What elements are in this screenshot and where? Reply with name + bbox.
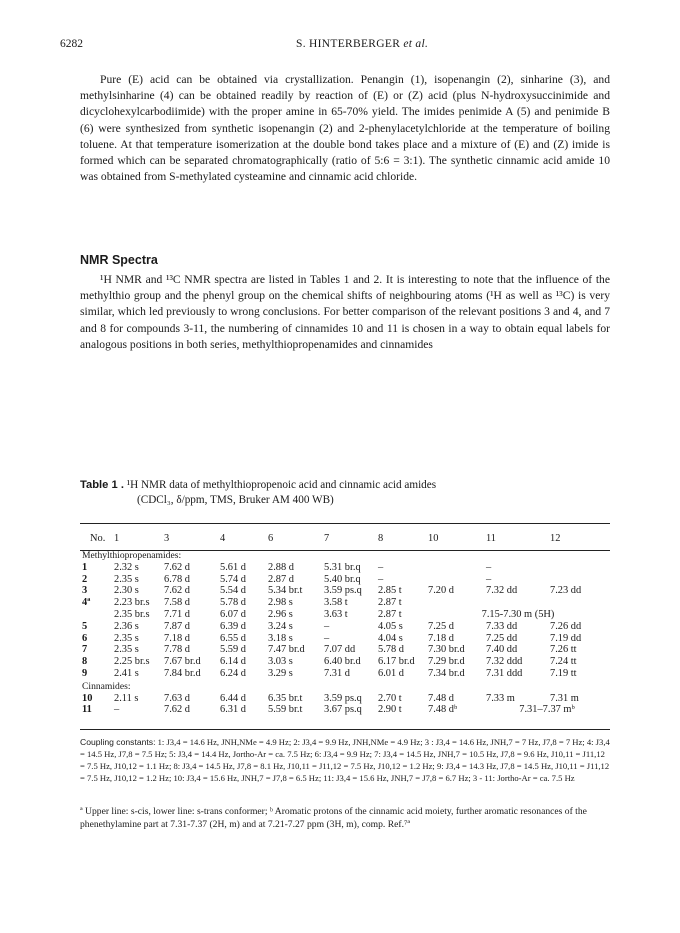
body-paragraph-2: ¹H NMR and ¹³C NMR spectra are listed in Tables 1 and 2. It is interesting to note that the influence of the methylthio group and the phenyl group on the chemical shifts of neighbouring atoms (¹H as well as ¹³C) is very similar, which led previously to wrong conclusions. For better comparison of the relevant positions 3 and 4, and 7 and 8 for compounds 3-11, the numbering of cinnamides 10 and 11 is chosen in a way to obtain equal labels for analogous positions in both series, methylthiopropenamides and cinnamides bbox=[80, 273, 610, 351]
table-cell-merged: 7.31–7.37 mᵇ bbox=[519, 704, 575, 716]
table-cell: 7.63 d bbox=[164, 692, 190, 704]
compound-number: 5 bbox=[82, 620, 88, 632]
table-cell: 7.07 dd bbox=[324, 644, 356, 656]
table-cell: 7.48 d bbox=[428, 692, 454, 704]
table-cell: 3.58 t bbox=[324, 597, 348, 609]
table-cell bbox=[426, 562, 484, 574]
compound-number: 2 bbox=[82, 573, 88, 585]
table-cell: 3.59 ps.q bbox=[324, 692, 362, 704]
body-paragraph-1: Pure (E) acid can be obtained via crystallization. Penangin (1), isopenangin (2), sinharine (3), and methylsinharine (4) can be obtained readily by reaction of (E) or (Z) acid (plus N-hydroxysuccinimide and dicyclohexylcarbodiimide) with the proper amine in 65-70% yield. The imides penimide A (5) and penimide B (6) were synthesized from synthetic isopenangin (2) and 2-phenylacetylchloride at the temperature of boiling toluene. At that temperature isomerization at the double bond takes place and a mixture of (E) and (Z) imide is formed which can be separated chromatographically (ratio of 5:6 = 3:1). The synthetic cinnamic acid amide 10 was obtained from S-methylated cysteamine and cinnamic acid chloride. bbox=[80, 73, 610, 184]
table-cell: 2.87 t bbox=[378, 597, 402, 609]
table-label: Table 1 . bbox=[80, 479, 124, 491]
table-cell: 7.71 d bbox=[164, 608, 190, 620]
compound-number: 7 bbox=[82, 644, 88, 656]
table-cell-merged: 7.15-7.30 m (5H) bbox=[481, 608, 555, 620]
table-footnote: ª Upper line: s-cis, lower line: s-trans conformer; ᵇ Aromatic protons of the cinnamic acid moiety, further aromatic resonances of the phenethylamine part at 7.31-7.37 (2H, m) and at 7.21-7.27 ppm (3H, m), comp. Ref.⁷ª bbox=[80, 806, 587, 830]
table-cell: – bbox=[378, 573, 384, 585]
table-cell: – bbox=[324, 620, 330, 632]
table-cell: 3.29 s bbox=[268, 667, 293, 679]
table-cell: 7.48 dᵇ bbox=[428, 704, 458, 716]
table-cell bbox=[484, 597, 548, 609]
table-row bbox=[80, 668, 610, 680]
table-cell: 6.35 br.t bbox=[268, 692, 303, 704]
table-cell: – bbox=[324, 632, 330, 644]
table-cell: 7.26 dd bbox=[550, 620, 582, 632]
table-cell: 3.18 s bbox=[268, 632, 293, 644]
table-row bbox=[80, 574, 610, 586]
table-cell: 7.33 m bbox=[486, 692, 515, 704]
author-etal: et al. bbox=[403, 38, 429, 50]
table-cell: 7.67 br.d bbox=[164, 656, 201, 668]
table-cell bbox=[548, 574, 610, 586]
compound-number: 9 bbox=[82, 667, 88, 679]
table-cell: 6.24 d bbox=[220, 667, 246, 679]
table-row bbox=[80, 693, 610, 705]
compound-number: 10 bbox=[82, 692, 93, 704]
table-top-rule bbox=[80, 523, 610, 524]
table-cell: 6.17 br.d bbox=[378, 656, 415, 668]
table-cell: 2.30 s bbox=[114, 585, 139, 597]
table-cell: 7.19 tt bbox=[550, 667, 577, 679]
table-header-row bbox=[80, 529, 610, 549]
table-cell: 5.74 d bbox=[220, 573, 246, 585]
column-header: 6 bbox=[268, 533, 274, 545]
table-cell: 2.35 s bbox=[114, 644, 139, 656]
table-cell: – bbox=[486, 561, 492, 573]
table-cell: 5.31 br.q bbox=[324, 561, 361, 573]
table-cell: 7.62 d bbox=[164, 704, 190, 716]
table-cell: 7.24 tt bbox=[550, 656, 577, 668]
table-cell: 3.63 t bbox=[324, 608, 348, 620]
table-cell: 2.87 t bbox=[378, 608, 402, 620]
table-cell: 7.40 dd bbox=[486, 644, 518, 656]
table-cell: 2.70 t bbox=[378, 692, 402, 704]
table-cell: 2.36 s bbox=[114, 620, 139, 632]
table-row bbox=[80, 585, 610, 597]
table-cell: 7.18 d bbox=[164, 632, 190, 644]
table-cell: 6.40 br.d bbox=[324, 656, 361, 668]
table-row bbox=[80, 633, 610, 645]
table-cell: 5.78 d bbox=[378, 644, 404, 656]
table-cell: 2.23 br.s bbox=[114, 597, 150, 609]
table-row bbox=[80, 597, 610, 609]
column-header: 7 bbox=[324, 533, 330, 545]
table-cell: 5.59 d bbox=[220, 644, 246, 656]
table-cell: 3.03 s bbox=[268, 656, 293, 668]
column-header: 1 bbox=[114, 533, 120, 545]
table-cell: 7.33 dd bbox=[486, 620, 518, 632]
compound-number: 4ª bbox=[82, 597, 91, 609]
table-cell: 6.55 d bbox=[220, 632, 246, 644]
table-cell: 2.85 t bbox=[378, 585, 402, 597]
table-cell bbox=[548, 597, 610, 609]
table-cell: 7.78 d bbox=[164, 644, 190, 656]
compound-number: 6 bbox=[82, 632, 88, 644]
table-cell: 7.25 dd bbox=[486, 632, 518, 644]
compound-number: 11 bbox=[82, 704, 92, 716]
table-cell: 6.07 d bbox=[220, 608, 246, 620]
table-row bbox=[80, 644, 610, 656]
column-header: 12 bbox=[550, 533, 561, 545]
table-cell: 6.78 d bbox=[164, 573, 190, 585]
table-cell: 7.18 d bbox=[428, 632, 454, 644]
table-group-row bbox=[80, 680, 610, 693]
table-cell: 6.01 d bbox=[378, 667, 404, 679]
table-cell: 7.25 d bbox=[428, 620, 454, 632]
coupling-constants bbox=[80, 736, 610, 784]
table-cell: 2.87 d bbox=[268, 573, 294, 585]
table-cell: 2.35 br.s bbox=[114, 608, 150, 620]
table-cell: 7.23 dd bbox=[550, 585, 582, 597]
table-cell: 7.20 d bbox=[428, 585, 454, 597]
table-cell: 7.31 m bbox=[550, 692, 579, 704]
section-heading: NMR Spectra bbox=[80, 253, 158, 267]
table-cell: 4.05 s bbox=[378, 620, 403, 632]
coupling-text: 1: J3,4 = 14.6 Hz, JNH,NMe = 4.9 Hz; 2: J3,4 = 9.9 Hz, JNH,NMe = 4.9 Hz; 3 : J3,4 = 14.6 Hz, JNH,7 = 7 Hz, J7,8 = 7 Hz; 4: J3,4 = 14.5 Hz, J7,8 = 7.5 Hz; 5: J3,4 = 14.4 Hz, Jortho-Ar = ca. 7.5 Hz; 6: J3,4 = 9.9 Hz; 7: J3,4 = 14.5 Hz, JNH,7 = 10.5 Hz, J7,8 = 9.6 Hz, J10,11 = J11,12 = 7.5 Hz, J10,12 = 1.1 Hz; 8: J3,4 = 14.5 Hz, J7,8 = 8.1 Hz, J10,11 = J11,12 = 7.5 Hz, J10,12 = 1.2 Hz; 9: J3,4 = 14.3 Hz, J7,8 = 14.5 Hz, J10,11 = J11,12 = 7.5 Hz, J10,12 = 1.2 Hz; 10: J3,4 = 15.6 Hz, JNH,7 = J7,8 = 6.5 Hz; 11: J3,4 = 15.6 Hz, JNH,7 = J7,8 = 6.7 Hz; 3 - 11: Jortho-Ar = ca. 7.5 Hz bbox=[80, 737, 610, 783]
column-header: 4 bbox=[220, 533, 226, 545]
table-cell: 7.19 dd bbox=[550, 632, 582, 644]
compound-number: 3 bbox=[82, 585, 88, 597]
table-cell: 5.78 d bbox=[220, 597, 246, 609]
table-row bbox=[80, 621, 610, 633]
table-row bbox=[80, 656, 610, 668]
table-cell: 7.32 dd bbox=[486, 585, 518, 597]
group-label: Methylthiopropenamides: bbox=[82, 550, 182, 561]
running-header bbox=[60, 38, 630, 54]
author-line bbox=[296, 38, 428, 50]
table-cell: 7.29 br.d bbox=[428, 656, 465, 668]
table-cell: 7.32 ddd bbox=[486, 656, 523, 668]
column-header: 8 bbox=[378, 533, 384, 545]
table-cell: 7.26 tt bbox=[550, 644, 577, 656]
table-cell: 7.62 d bbox=[164, 585, 190, 597]
author-name: S. HINTERBERGER bbox=[296, 38, 401, 50]
table-cell: 7.58 d bbox=[164, 597, 190, 609]
table-cell bbox=[426, 597, 484, 609]
caption-line-2: (CDCl₃, δ/ppm, TMS, Bruker AM 400 WB) bbox=[137, 494, 334, 506]
compound-number: 8 bbox=[82, 656, 88, 668]
table-cell: 2.88 d bbox=[268, 561, 294, 573]
coupling-label: Coupling constants: bbox=[80, 737, 156, 747]
table-cell bbox=[548, 562, 610, 574]
compound-number: 1 bbox=[82, 561, 88, 573]
table-cell: 2.96 s bbox=[268, 608, 293, 620]
table-cell: 6.44 d bbox=[220, 692, 246, 704]
table-cell: 7.62 d bbox=[164, 561, 190, 573]
table-cell: 6.39 d bbox=[220, 620, 246, 632]
table-cell: 3.67 ps.q bbox=[324, 704, 362, 716]
table-cell: 7.87 d bbox=[164, 620, 190, 632]
table-row bbox=[80, 562, 610, 574]
table-cell: 6.31 d bbox=[220, 704, 246, 716]
column-header: No. bbox=[90, 533, 106, 545]
group-label: Cinnamides: bbox=[82, 680, 131, 692]
nmr-table bbox=[80, 529, 610, 716]
table-cell: 2.90 t bbox=[378, 704, 402, 716]
table-cell: 7.34 br.d bbox=[428, 667, 465, 679]
column-header: 10 bbox=[428, 533, 439, 545]
table-cell: 5.54 d bbox=[220, 585, 246, 597]
table-cell: 2.41 s bbox=[114, 667, 139, 679]
table-row bbox=[80, 609, 610, 621]
table-cell: 7.84 br.d bbox=[164, 667, 201, 679]
table-bottom-rule bbox=[80, 729, 610, 730]
table-cell: 4.04 s bbox=[378, 632, 403, 644]
table-cell: 2.98 s bbox=[268, 597, 293, 609]
column-header: 3 bbox=[164, 533, 170, 545]
table-cell: 5.40 br.q bbox=[324, 573, 361, 585]
table-cell: 6.14 d bbox=[220, 656, 246, 668]
table-group-row bbox=[80, 549, 610, 562]
table-cell: 3.24 s bbox=[268, 620, 293, 632]
table-cell: – bbox=[486, 573, 492, 585]
compound-number bbox=[80, 609, 112, 621]
caption-line-1: ¹H NMR data of methylthiopropenoic acid and cinnamic acid amides bbox=[126, 479, 437, 491]
table-cell: – bbox=[114, 704, 120, 716]
table-cell: 2.32 s bbox=[114, 561, 139, 573]
page-number: 6282 bbox=[60, 38, 83, 50]
table-cell: 7.31 ddd bbox=[486, 667, 523, 679]
table-cell: 7.30 br.d bbox=[428, 644, 465, 656]
table-cell: 2.35 s bbox=[114, 573, 139, 585]
table-cell: 5.59 br.t bbox=[268, 704, 303, 716]
table-cell: 3.59 ps.q bbox=[324, 585, 362, 597]
table-cell: 2.25 br.s bbox=[114, 656, 150, 668]
table-cell: 2.11 s bbox=[114, 692, 139, 704]
column-header: 11 bbox=[486, 533, 497, 545]
table-cell: 5.34 br.t bbox=[268, 585, 303, 597]
table-row bbox=[80, 704, 610, 716]
table-caption bbox=[80, 478, 620, 508]
table-cell: 7.47 br.d bbox=[268, 644, 305, 656]
table-cell: 5.61 d bbox=[220, 561, 246, 573]
table-cell: 7.31 d bbox=[324, 667, 350, 679]
table-cell bbox=[426, 574, 484, 586]
table-cell: – bbox=[378, 561, 384, 573]
table-cell: 2.35 s bbox=[114, 632, 139, 644]
